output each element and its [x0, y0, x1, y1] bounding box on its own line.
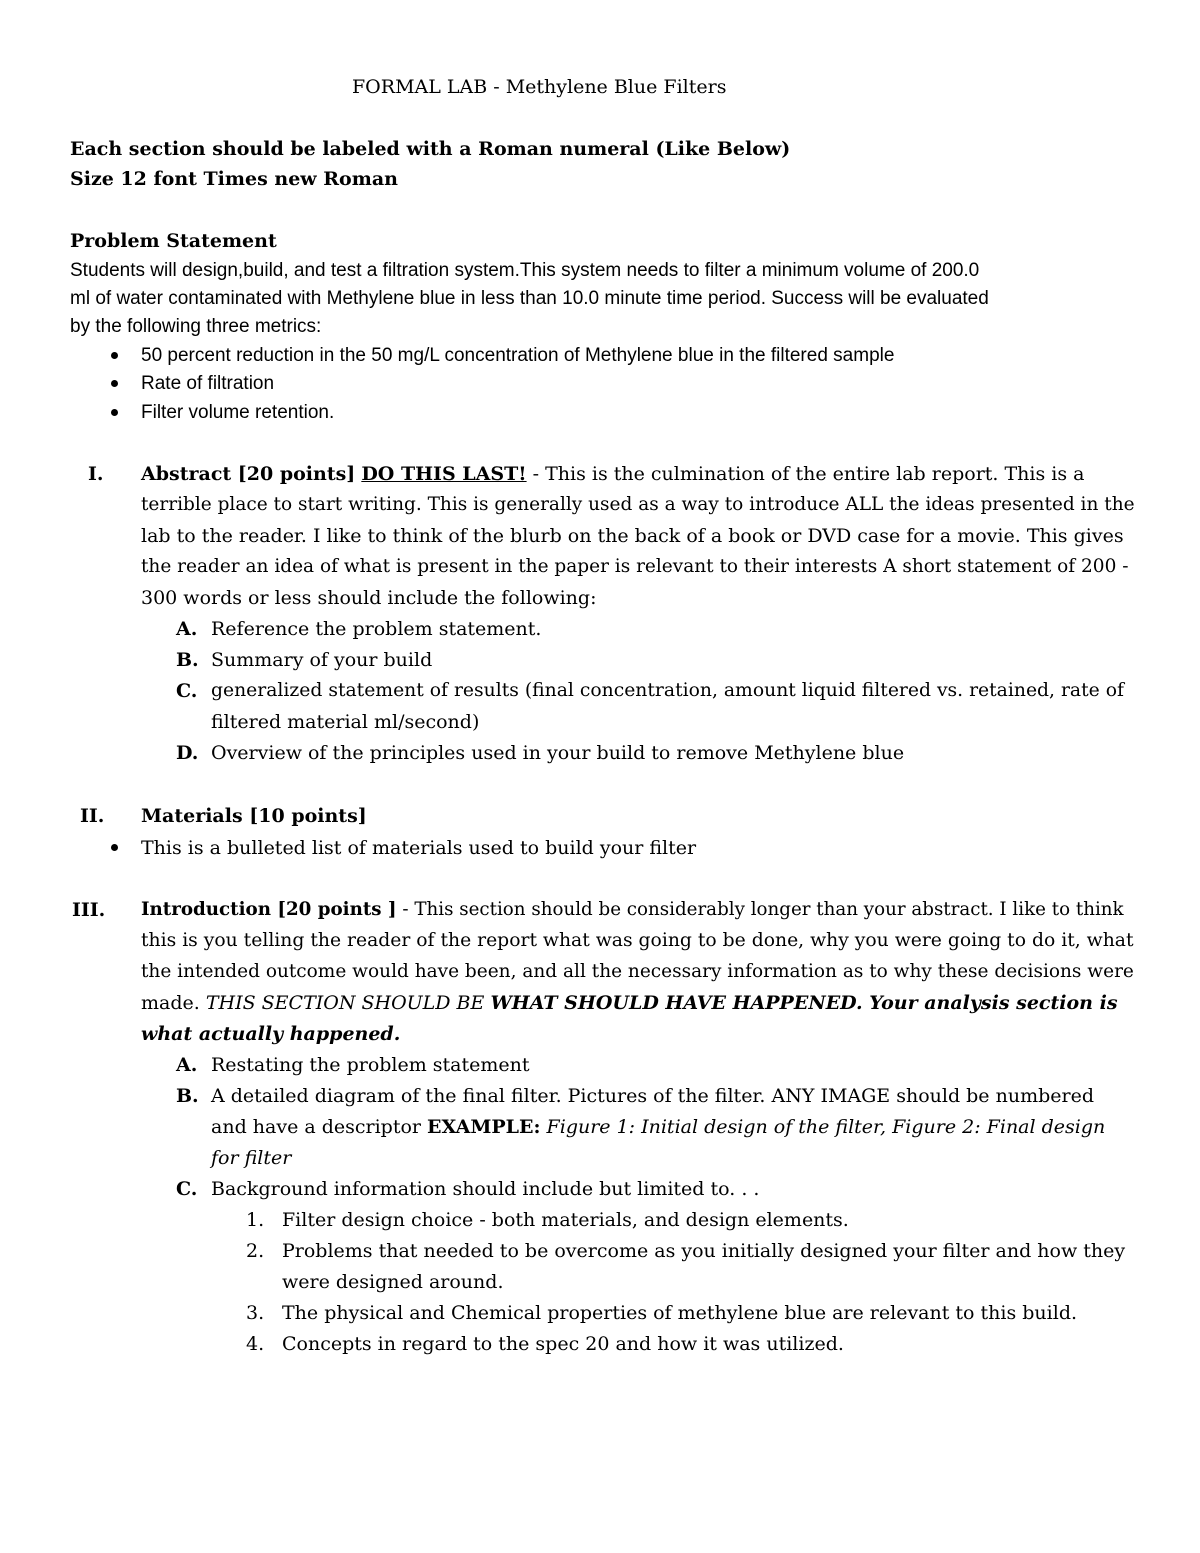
bullet-icon — [111, 352, 118, 359]
abstract-line: lab to the reader. I like to think of the blurb on the back of a book or DVD case for a movie. This gives — [141, 525, 1124, 547]
introduction-line-4-start: made. — [141, 992, 206, 1014]
abstract-line: the reader an idea of what is present in the paper is relevant to their interests A short statement of 200 - — [141, 556, 1129, 577]
example-text: Figure 1: Initial design of the filter, Figure 2: Final design — [540, 1116, 1106, 1138]
section-numeral-abstract: I. — [88, 463, 104, 485]
introduction-item: Background information should include but limited to. . . — [211, 1178, 760, 1200]
introduction-line-4 — [141, 988, 1118, 1018]
problem-line: Students will design,build, and test a filtration system.This system needs to filter a minimum volume of 200.0 — [70, 260, 980, 281]
problem-line: ml of water contaminated with Methylene blue in less than 10.0 minute time period. Success will be evaluated — [70, 288, 989, 309]
introduction-item-label: B. — [176, 1085, 199, 1107]
subitem-label: 4. — [246, 1333, 265, 1355]
abstract-line: 300 words or less should include the following: — [141, 587, 597, 609]
abstract-item: generalized statement of results (final concentration, amount liquid filtered vs. retained, rate of — [211, 680, 1124, 701]
abstract-emphasis: DO THIS LAST! — [361, 463, 527, 485]
introduction-line-4-bolditalic: WHAT SHOULD HAVE HAPPENED. Your analysis section is — [490, 992, 1118, 1014]
abstract-item-label: B. — [176, 649, 199, 671]
subitem-label: 1. — [246, 1209, 265, 1231]
subitem: Concepts in regard to the spec 20 and how it was utilized. — [282, 1333, 844, 1355]
instruction-line-1: Each section should be labeled with a Roman numeral (Like Below) — [70, 138, 791, 160]
introduction-item-b-line-3: for filter — [211, 1147, 292, 1169]
abstract-heading: Abstract [20 points] — [141, 463, 356, 485]
bullet-icon — [111, 409, 118, 416]
problem-bullet-item: 50 percent reduction in the 50 mg/L concentration of Methylene blue in the filtered sample — [141, 345, 895, 366]
subitem-continued: were designed around. — [282, 1271, 504, 1293]
abstract-line-1 — [141, 459, 1084, 489]
bullet-icon — [111, 844, 118, 851]
problem-line: by the following three metrics: — [70, 316, 322, 337]
introduction-item-label: C. — [176, 1178, 198, 1200]
introduction-line-4-italic: THIS SECTION SHOULD BE — [205, 992, 491, 1014]
subitem: Problems that needed to be overcome as you initially designed your filter and how they — [282, 1240, 1126, 1262]
introduction-line: the intended outcome would have been, and all the necessary information as to why these decisions were — [141, 961, 1134, 982]
problem-heading: Problem Statement — [70, 230, 277, 252]
introduction-item: Restating the problem statement — [211, 1054, 530, 1076]
section-numeral-introduction: III. — [72, 899, 106, 921]
abstract-item-label: D. — [176, 742, 199, 764]
introduction-item: A detailed diagram of the final filter. Pictures of the filter. ANY IMAGE should be numbered — [211, 1085, 1094, 1107]
introduction-item-label: A. — [176, 1054, 198, 1076]
page-title: FORMAL LAB - Methylene Blue Filters — [352, 76, 727, 98]
descriptor-text: and have a descriptor — [211, 1116, 428, 1138]
abstract-line-1-text: - This is the culmination of the entire lab report. This is a — [526, 463, 1085, 485]
introduction-line-1-text: - This section should be considerably longer than your abstract. I like to think — [396, 899, 1124, 920]
materials-heading: Materials [10 points] — [141, 805, 367, 827]
abstract-item-label: A. — [176, 618, 198, 640]
abstract-line: terrible place to start writing. This is generally used as a way to introduce ALL the ideas presented in the — [141, 494, 1135, 515]
materials-bullet-item: This is a bulleted list of materials used to build your filter — [141, 837, 697, 859]
introduction-line: this is you telling the reader of the report what was going to be done, why you were going to do it, what — [141, 930, 1134, 951]
subitem-label: 2. — [246, 1240, 265, 1262]
abstract-item: Summary of your build — [211, 649, 433, 671]
problem-bullet-item: Rate of filtration — [141, 373, 275, 394]
introduction-heading: Introduction [20 points ] — [141, 899, 397, 920]
bullet-icon — [111, 380, 118, 387]
section-numeral-materials: II. — [80, 805, 105, 827]
introduction-line-1 — [141, 895, 1124, 925]
subitem: Filter design choice - both materials, and design elements. — [282, 1209, 849, 1231]
introduction-line-5: what actually happened. — [141, 1023, 401, 1045]
example-label: EXAMPLE: — [427, 1116, 541, 1138]
introduction-item-b-line-2 — [211, 1112, 1105, 1142]
instruction-line-2: Size 12 font Times new Roman — [70, 168, 398, 190]
abstract-item-continued: filtered material ml/second) — [211, 711, 480, 733]
problem-bullet-item: Filter volume retention. — [141, 402, 335, 423]
abstract-item: Reference the problem statement. — [211, 618, 542, 640]
subitem-label: 3. — [246, 1302, 265, 1324]
abstract-item-label: C. — [176, 680, 198, 702]
subitem: The physical and Chemical properties of methylene blue are relevant to this build. — [282, 1302, 1078, 1324]
abstract-item: Overview of the principles used in your build to remove Methylene blue — [211, 742, 905, 764]
